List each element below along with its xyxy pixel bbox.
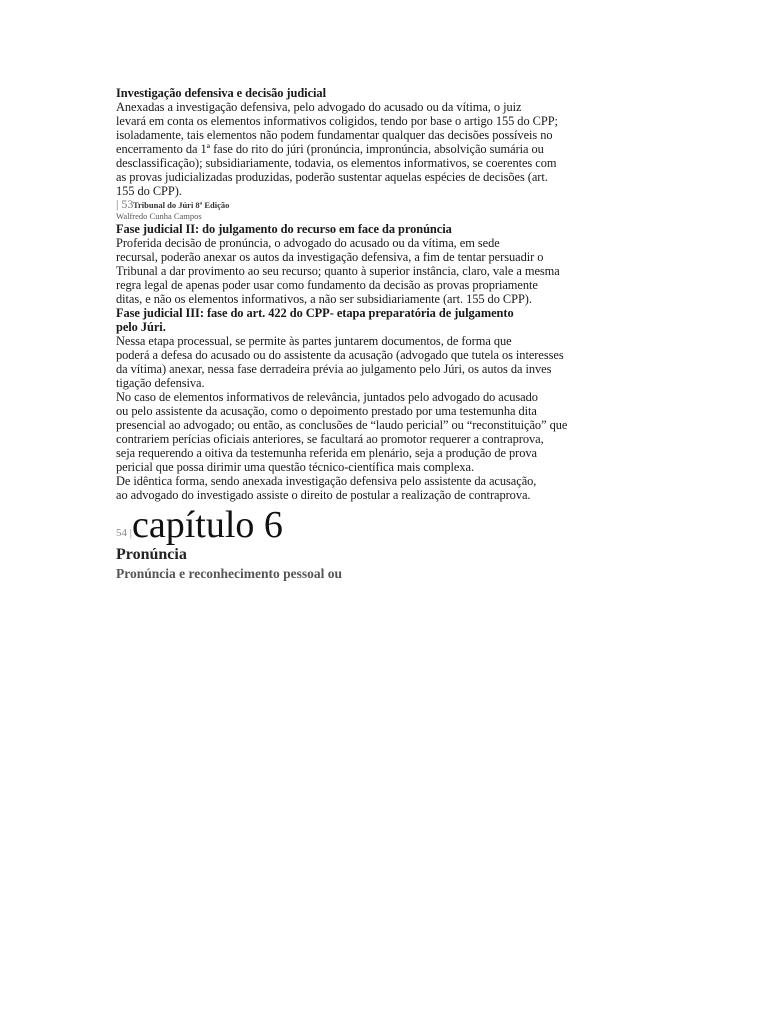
paragraph-line: regra legal de apenas poder usar como fundamento da decisão as provas propriamente xyxy=(116,278,538,292)
paragraph-line: encerramento da 1ª fase do rito do júri (pronúncia, impronúncia, absolvição sumária ou xyxy=(116,142,544,156)
section-heading: Investigação defensiva e decisão judicial xyxy=(116,86,326,100)
section-heading: Fase judicial III: fase do art. 422 do CPP- etapa preparatória de julgamento xyxy=(116,306,514,320)
chapter-title: capítulo 6 xyxy=(132,504,283,546)
paragraph-line: Tribunal a dar provimento ao seu recurso; quanto à superior instância, claro, vale a mesma xyxy=(116,264,560,278)
paragraph-line: 155 do CPP). xyxy=(116,184,182,198)
footer-page-value: 53 xyxy=(121,197,134,211)
paragraph-line: contrariem perícias oficiais anteriores, se facultará ao promotor requerer a contraprova, xyxy=(116,432,544,446)
paragraph-line: tigação defensiva. xyxy=(116,376,205,390)
paragraph-line: Proferida decisão de pronúncia, o advogado do acusado ou da vítima, em sede xyxy=(116,236,500,250)
paragraph-line: desclassificação); subsidiariamente, todavia, os elementos informativos, se coerentes com xyxy=(116,156,557,170)
footer-book-title: Tribunal do Júri 8ª Edição xyxy=(133,200,230,210)
paragraph-line: poderá a defesa do acusado ou do assistente da acusação (advogado que tutela os interesses xyxy=(116,348,564,362)
chapter-page-value: 54 xyxy=(116,527,127,539)
paragraph-line: pericial que possa dirimir uma questão técnico-científica mais complexa. xyxy=(116,460,475,474)
paragraph-line: presencial ao advogado; ou então, as conclusões de “laudo pericial” ou “reconstituição” que xyxy=(116,418,568,432)
paragraph-line: isoladamente, tais elementos não podem fundamentar qualquer das decisões possíveis no xyxy=(116,128,553,142)
footer-author: Walfredo Cunha Campos xyxy=(116,211,202,221)
section-heading-continued: pelo Júri. xyxy=(116,320,166,334)
chapter-page-number: 54 | xyxy=(116,527,132,539)
paragraph-line: da vítima) anexar, nessa fase derradeira prévia ao julgamento pelo Júri, os autos da inves xyxy=(116,362,552,376)
section-heading: Fase judicial II: do julgamento do recurso em face da pronúncia xyxy=(116,222,452,236)
footer-page-number: | 53 xyxy=(116,197,134,211)
paragraph-line: seja requerendo a oitiva da testemunha referida em plenário, seja a produção de prova xyxy=(116,446,537,460)
paragraph-line: levará em conta os elementos informativos coligidos, tendo por base o artigo 155 do CPP; xyxy=(116,114,558,128)
paragraph-line: Nessa etapa processual, se permite às partes juntarem documentos, de forma que xyxy=(116,334,512,348)
paragraph-line: ao advogado do investigado assiste o direito de postular a realização de contraprova. xyxy=(116,488,531,502)
paragraph-line: recursal, poderão anexar os autos da investigação defensiva, a fim de tentar persuadir o xyxy=(116,250,544,264)
paragraph-line: De idêntica forma, sendo anexada investigação defensiva pelo assistente da acusação, xyxy=(116,474,537,488)
paragraph-line: Anexadas a investigação defensiva, pelo advogado do acusado ou da vítima, o juiz xyxy=(116,100,522,114)
paragraph-line: ou pelo assistente da acusação, como o depoimento prestado por uma testemunha dita xyxy=(116,404,537,418)
paragraph-line: as provas judicializadas produzidas, poderão sustentar aquelas espécies de decisões (art. xyxy=(116,170,548,184)
chapter-name: Pronúncia xyxy=(116,546,187,563)
paragraph-line: No caso de elementos informativos de relevância, juntados pelo advogado do acusado xyxy=(116,390,538,404)
paragraph-line: ditas, e não os elementos informativos, a não ser subsidiariamente (art. 155 do CPP). xyxy=(116,292,532,306)
chapter-subtitle: Pronúncia e reconhecimento pessoal ou xyxy=(116,566,342,581)
